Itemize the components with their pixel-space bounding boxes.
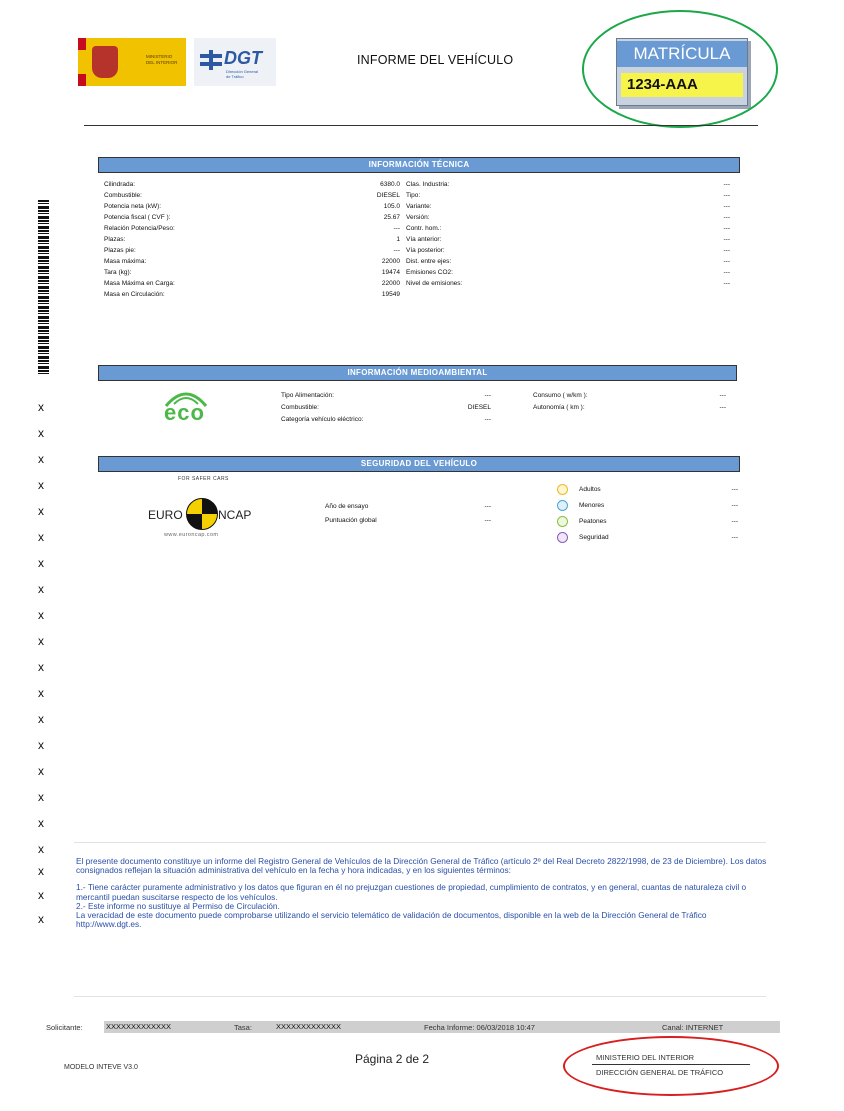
adultos-icon [557, 484, 568, 495]
x-mark: x [38, 426, 44, 440]
euro-text: EURO [148, 508, 183, 522]
x-mark: x [38, 888, 44, 902]
x-mark: x [38, 660, 44, 674]
field-label: Contr. hom.: [406, 225, 442, 232]
x-mark: x [38, 504, 44, 518]
tasa-label: Tasa: [234, 1023, 252, 1032]
tecnica-row [104, 180, 400, 190]
field-label: Clas. Industria: [406, 181, 450, 188]
field-value: 6380.0 [380, 181, 400, 188]
x-mark: x [38, 686, 44, 700]
field-value: 22000 [381, 280, 400, 287]
field-value: 1 [396, 236, 400, 243]
tecnica-row [406, 202, 730, 212]
tecnica-row [406, 279, 730, 289]
x-mark: x [38, 816, 44, 830]
footer-direccion: DIRECCIÓN GENERAL DE TRÁFICO [596, 1068, 724, 1077]
page-title: INFORME DEL VEHÍCULO [357, 53, 514, 67]
x-mark: x [38, 864, 44, 878]
vertical-barcode [38, 200, 49, 376]
footer-ministerio: MINISTERIO DEL INTERIOR [596, 1053, 695, 1062]
ministerio-text: MINISTERIO DEL INTERIOR [146, 54, 178, 65]
field-label: Potencia neta (kW): [104, 203, 162, 210]
note-paragraph: 2.- Este informe no sustituye al Permiso de Circulación. [76, 900, 280, 911]
tecnica-row [104, 202, 400, 212]
euroncap-arc-text: FOR SAFER CARS [178, 476, 229, 482]
field-value: --- [484, 392, 491, 399]
notes-divider-top [74, 842, 766, 843]
tecnica-row [406, 191, 730, 201]
x-mark: x [38, 556, 44, 570]
field-label: Cilindrada: [104, 181, 136, 188]
dgt-logo [194, 38, 276, 86]
medio-row [281, 415, 491, 425]
field-value: --- [723, 258, 730, 265]
field-value: --- [393, 247, 400, 254]
field-label: Masa en Circulación: [104, 291, 165, 298]
dgt-subtext: Dirección General de Tráfico [226, 69, 259, 79]
field-label: Autonomía ( km ): [533, 404, 585, 411]
section-header-medioambiental: INFORMACIÓN MEDIOAMBIENTAL [98, 365, 737, 381]
peatones-icon [557, 516, 568, 527]
field-label: Versión: [406, 214, 430, 221]
field-label: Vía anterior: [406, 236, 442, 243]
field-value: --- [723, 269, 730, 276]
tecnica-row [104, 191, 400, 201]
canal: Canal: INTERNET [662, 1023, 724, 1032]
field-value: --- [723, 225, 730, 232]
rating-value: --- [731, 486, 738, 493]
rating-label: Seguridad [579, 534, 609, 541]
ministerio-logo [78, 38, 186, 86]
field-value: DIESEL [467, 404, 491, 411]
tecnica-row [104, 235, 400, 245]
ncap-text: NCAP [218, 508, 252, 522]
x-mark: x [38, 842, 44, 856]
field-label: Tipo Alimentación: [281, 392, 334, 399]
field-label: Plazas pie: [104, 247, 136, 254]
dgt-symbol-icon [200, 50, 222, 70]
ministerio-annotation-ellipse [563, 1036, 779, 1096]
x-mark: x [38, 712, 44, 726]
x-mark: x [38, 608, 44, 622]
legal-notes [76, 857, 768, 929]
field-value: 19549 [381, 291, 400, 298]
field-label: Plazas: [104, 236, 126, 243]
dgt-logo-text: DGT [224, 48, 262, 68]
field-label: Masa máxima: [104, 258, 147, 265]
x-mark: x [38, 912, 44, 926]
x-mark: x [38, 478, 44, 492]
section-header-seguridad: SEGURIDAD DEL VEHÍCULO [98, 456, 740, 472]
field-label: Vía posterior: [406, 247, 445, 254]
medio-row [281, 391, 491, 401]
rating-label: Peatones [579, 518, 607, 525]
spain-flag [78, 38, 86, 86]
rating-value: --- [731, 534, 738, 541]
x-mark: x [38, 738, 44, 752]
eco-text: eco [164, 400, 205, 425]
field-label: Nivel de emisiones: [406, 280, 463, 287]
seguridad-icon [557, 532, 568, 543]
fecha-informe: Fecha Informe: 06/03/2018 10:47 [424, 1023, 535, 1032]
field-label: Combustible: [281, 404, 319, 411]
field-label: Consumo ( w/km ): [533, 392, 588, 399]
field-value: --- [723, 203, 730, 210]
field-value: --- [723, 247, 730, 254]
coat-of-arms-icon [92, 46, 118, 78]
tecnica-row [104, 268, 400, 278]
field-value: --- [723, 236, 730, 243]
field-value: --- [484, 416, 491, 423]
tecnica-row [104, 257, 400, 267]
tecnica-row [406, 246, 730, 256]
field-value: --- [723, 280, 730, 287]
x-mark: x [38, 452, 44, 466]
medio-row [281, 403, 491, 413]
tecnica-row [104, 213, 400, 223]
field-value: --- [393, 225, 400, 232]
tecnica-row [104, 224, 400, 234]
medio-row [533, 403, 726, 413]
note-paragraph: El presente documento constituye un informe del Registro General de Vehículos de la Dirección General de Tráfico (artículo 2º del Real Decreto 2822/1998, de 23 de Diciembre). Los datos consignados reflejan la situación administrativa del vehículo en la fecha y hora indicadas, y en los siguientes términos: [76, 856, 767, 876]
field-value: --- [723, 192, 730, 199]
tasa-value: XXXXXXXXXXXXX [276, 1022, 342, 1031]
tecnica-row [104, 290, 400, 300]
menores-icon [557, 500, 568, 511]
medio-row [533, 391, 726, 401]
field-label: Tara (kg): [104, 269, 132, 276]
seguridad-row [325, 502, 491, 512]
x-mark: x [38, 530, 44, 544]
ncap-crash-dummy-icon [186, 498, 218, 530]
tecnica-row [406, 235, 730, 245]
field-label: Tipo: [406, 192, 421, 199]
eco-label-icon [160, 388, 212, 426]
field-value: 22000 [381, 258, 400, 265]
field-value: --- [484, 517, 491, 524]
field-label: Puntuación global [325, 517, 377, 524]
solicitante-value: XXXXXXXXXXXXX [106, 1022, 172, 1031]
field-value: 25.67 [383, 214, 400, 221]
field-value: 105.0 [383, 203, 400, 210]
tecnica-row [104, 279, 400, 289]
note-paragraph: 1.- Tiene carácter puramente administrativo y los datos que figuran en él no prejuzgan cuestiones de propiedad, cumplimiento de contratos, y en general, cuantas de naturaleza civil o mercantil puedan suscitarse respecto de los vehículos. [76, 882, 747, 902]
field-value: --- [719, 392, 726, 399]
tecnica-row [406, 180, 730, 190]
field-value: 19474 [381, 269, 400, 276]
field-label: Categoría vehículo eléctrico: [281, 416, 364, 423]
tecnica-row [104, 246, 400, 256]
field-label: Dist. entre ejes: [406, 258, 452, 265]
field-label: Potencia fiscal ( CVF ): [104, 214, 171, 221]
note-paragraph: La veracidad de este documento puede comprobarse utilizando el servicio telemático de validación de documentos, disponible en la web de la Dirección General de Tráfico http://www.dgt.es. [76, 910, 707, 930]
euroncap-url: www.euroncap.com [164, 532, 219, 538]
seguridad-row [325, 516, 491, 526]
field-value: DIESEL [376, 192, 400, 199]
rating-label: Menores [579, 502, 605, 509]
x-mark: x [38, 764, 44, 778]
field-value: --- [484, 503, 491, 510]
field-label: Variante: [406, 203, 432, 210]
field-value: --- [723, 214, 730, 221]
field-label: Relación Potencia/Peso: [104, 225, 175, 232]
tecnica-row [406, 224, 730, 234]
rating-label: Adultos [579, 486, 601, 493]
rating-value: --- [731, 518, 738, 525]
notes-divider-bottom [74, 996, 766, 997]
page-number: Página 2 de 2 [355, 1052, 430, 1066]
x-mark: x [38, 582, 44, 596]
x-mark: x [38, 634, 44, 648]
matricula-annotation-ellipse [582, 10, 778, 128]
euroncap-logo [146, 476, 256, 544]
x-mark: x [38, 400, 44, 414]
field-value: --- [723, 181, 730, 188]
matricula-value: 1234-AAA [621, 73, 743, 97]
field-label: Combustible: [104, 192, 142, 199]
field-label: Masa Máxima en Carga: [104, 280, 175, 287]
field-value: --- [719, 404, 726, 411]
modelo-version: MODELO INTEVE V3.0 [64, 1064, 138, 1071]
tecnica-row [406, 268, 730, 278]
solicitante-label: Solicitante: [46, 1023, 83, 1032]
matricula-label: MATRÍCULA [617, 41, 747, 67]
tecnica-row [406, 213, 730, 223]
field-label: Año de ensayo [325, 503, 369, 510]
rating-value: --- [731, 502, 738, 509]
header-divider [84, 125, 758, 126]
section-header-tecnica: INFORMACIÓN TÉCNICA [98, 157, 740, 173]
x-mark: x [38, 790, 44, 804]
field-label: Emisiones CO2: [406, 269, 453, 276]
tecnica-row [406, 257, 730, 267]
